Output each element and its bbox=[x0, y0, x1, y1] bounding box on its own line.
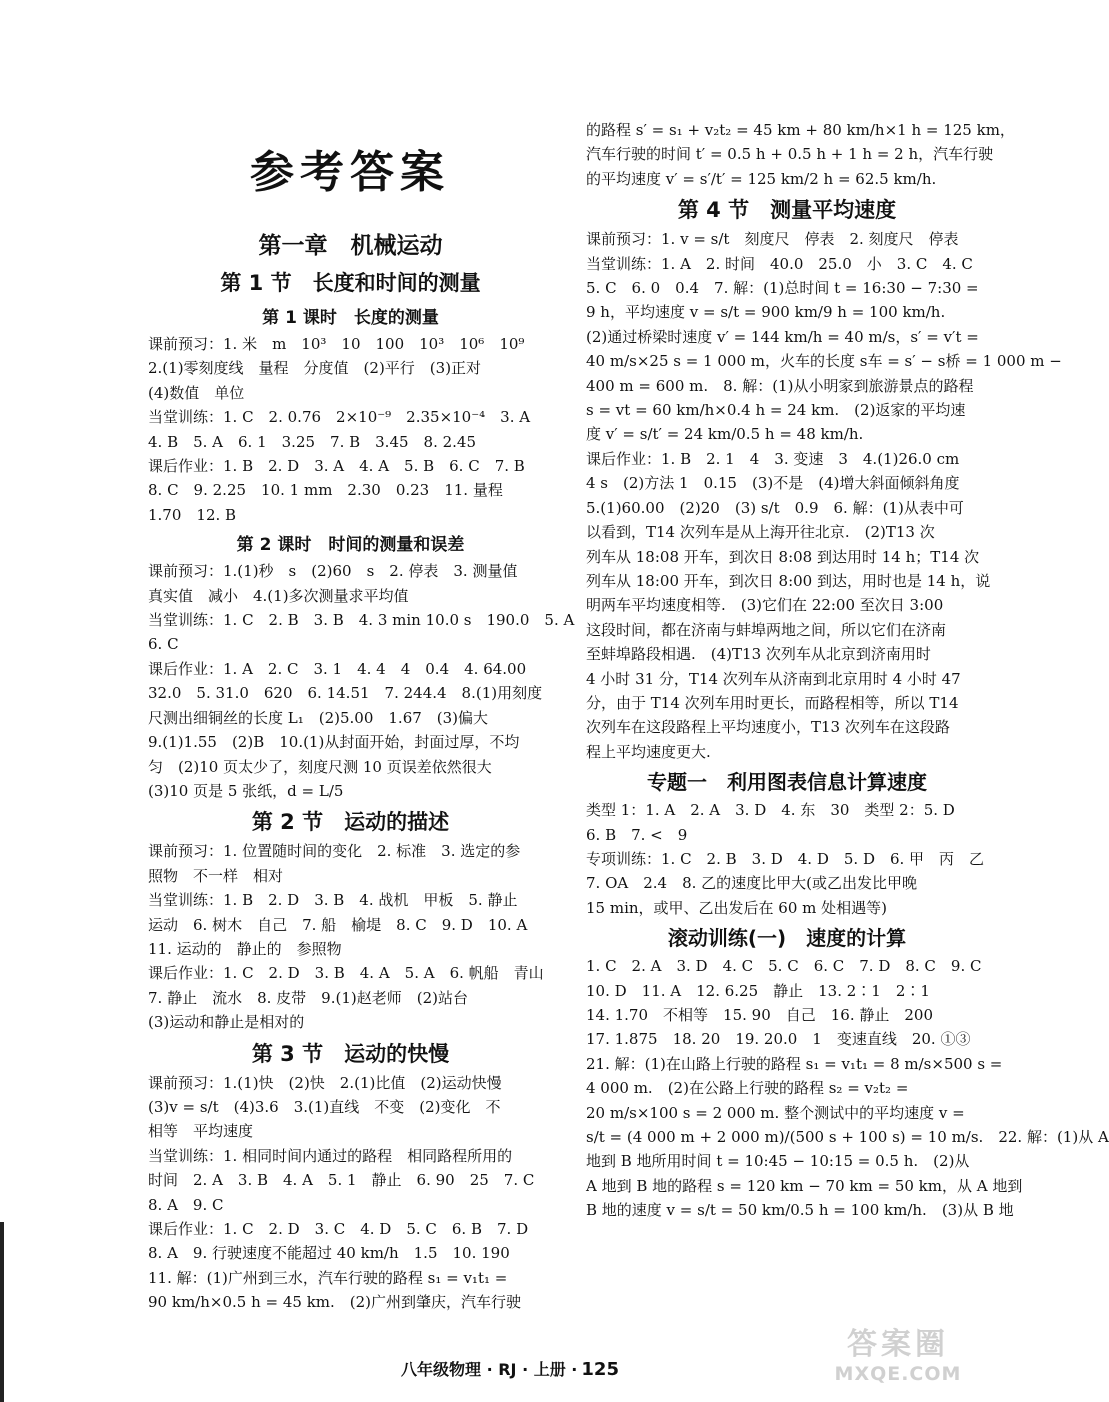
answer-line: 90 km/h×0.5 h = 45 km. (2)广州到肇庆，汽车行驶 bbox=[148, 1293, 522, 1312]
answer-line: 运动 6. 树木 自己 7. 船 榆堤 8. C 9. D 10. A bbox=[148, 915, 528, 934]
answer-line: 6. B 7. < 9 bbox=[586, 825, 688, 844]
lesson-heading: 第 1 课时 长度的测量 bbox=[262, 308, 439, 328]
watermark-url: MXQE.COM bbox=[834, 1363, 962, 1385]
answer-line: 2.(1)零刻度线 量程 分度值 (2)平行 (3)正对 bbox=[148, 359, 482, 378]
answer-line: 课前预习：1. v = s/t 刻度尺 停表 2. 刻度尺 停表 bbox=[586, 230, 959, 249]
answer-line: 21. 解：(1)在山路上行驶的路程 s₁ = v₁t₁ = 8 m/s×500 s = bbox=[586, 1054, 1003, 1073]
topic-heading: 滚动训练(一) 速度的计算 bbox=[667, 926, 907, 951]
answer-line: 17. 1.875 18. 20 19. 20.0 1 变速直线 20. ①③ bbox=[586, 1030, 971, 1049]
answer-line: 的路程 s′ = s₁ + v₂t₂ = 45 km + 80 km/h×1 h = 125 km， bbox=[586, 121, 1015, 139]
answer-line: 明两车平均速度相等. (3)它们在 22:00 至次日 3:00 bbox=[586, 596, 944, 615]
answer-line: 1. C 2. A 3. D 4. C 5. C 6. C 7. D 8. C 9. C bbox=[586, 957, 982, 976]
answer-line: 14. 1.70 不相等 15. 90 自己 16. 静止 200 bbox=[586, 1006, 933, 1024]
answer-line: 相等 平均速度 bbox=[148, 1122, 254, 1141]
answer-line: 当堂训练：1. 相同时间内通过的路程 相同路程所用的 bbox=[148, 1146, 513, 1165]
chapter-heading: 第一章 机械运动 bbox=[258, 233, 443, 259]
answer-line: (3)v = s/t (4)3.6 3.(1)直线 不变 (2)变化 不 bbox=[148, 1097, 501, 1116]
answer-line: 5. C 6. 0 0.4 7. 解：(1)总时间 t = 16:30 − 7:30 = bbox=[586, 279, 979, 298]
answer-line: 11. 运动的 静止的 参照物 bbox=[148, 939, 342, 958]
watermark-title: 答案圈 bbox=[847, 1327, 949, 1362]
answer-line: 1.70 12. B bbox=[148, 505, 237, 524]
answer-line: 8. A 9. C bbox=[148, 1195, 224, 1214]
answer-line: 9 h，平均速度 v = s/t = 900 km/9 h = 100 km/h. bbox=[586, 303, 946, 322]
answer-line: 专项训练：1. C 2. B 3. D 4. D 5. D 6. 甲 丙 乙 bbox=[586, 849, 985, 868]
page-title: 参考答案 bbox=[250, 147, 450, 198]
answer-line: 4. B 5. A 6. 1 3.25 7. B 3.45 8. 2.45 bbox=[148, 432, 477, 451]
answer-line: 匀 (2)10 页太少了，刻度尺测 10 页误差依然很大 bbox=[148, 757, 492, 776]
answer-line: 当堂训练：1. C 2. 0.76 2×10⁻⁹ 2.35×10⁻⁴ 3. A bbox=[148, 408, 531, 427]
answer-line: 400 m = 600 m. 8. 解：(1)从小明家到旅游景点的路程 bbox=[586, 376, 974, 395]
answer-line: 照物 不一样 相对 bbox=[148, 866, 284, 885]
answer-line: 8. A 9. 行驶速度不能超过 40 km/h 1.5 10. 190 bbox=[148, 1244, 510, 1263]
answer-line: 以看到，T14 次列车是从上海开往北京. (2)T13 次 bbox=[586, 523, 935, 542]
answer-line: s/t = (4 000 m + 2 000 m)/(500 s + 100 s) = 10 m/s. 22. 解：(1)从 A bbox=[586, 1128, 1109, 1147]
answer-line: 15 min，或甲、乙出发后在 60 m 处相遇等) bbox=[586, 898, 888, 917]
answer-line: 课前预习：1.(1)秒 s (2)60 s 2. 停表 3. 测量值 bbox=[148, 562, 518, 581]
answer-line: 40 m/s×25 s = 1 000 m，火车的长度 s车 = s′ − s桥 = 1 000 m − bbox=[586, 352, 1062, 371]
section-heading: 第 3 节 运动的快慢 bbox=[251, 1041, 450, 1066]
answer-line: 度 v′ = s/t′ = 24 km/0.5 h = 48 km/h. bbox=[586, 425, 864, 444]
answer-line: 4 000 m. (2)在公路上行驶的路程 s₂ = v₂t₂ = bbox=[586, 1079, 909, 1098]
section-heading: 第 2 节 运动的描述 bbox=[251, 810, 450, 835]
answer-line: 类型 1：1. A 2. A 3. D 4. 东 30 类型 2：5. D bbox=[586, 801, 955, 820]
answer-line: 课后作业：1. B 2. D 3. A 4. A 5. B 6. C 7. B bbox=[148, 457, 525, 476]
answer-line: 8. C 9. 2.25 10. 1 mm 2.30 0.23 11. 量程 bbox=[148, 481, 503, 500]
answer-line: 7. OA 2.4 8. 乙的速度比甲大(或乙出发比甲晚 bbox=[586, 874, 917, 893]
answer-line: (4)数值 单位 bbox=[148, 383, 245, 402]
answer-line: 20 m/s×100 s = 2 000 m. 整个测试中的平均速度 v = bbox=[586, 1103, 965, 1122]
answer-line: 9.(1)1.55 (2)B 10.(1)从封面开始，封面过厚，不均 bbox=[148, 733, 520, 752]
answer-line: 4 小时 31 分，T14 次列车从济南到北京用时 4 小时 47 bbox=[586, 669, 961, 688]
answer-line: s = vt = 60 km/h×0.4 h = 24 km. (2)返家的平均速 bbox=[586, 401, 966, 420]
answer-line: 7. 静止 流水 8. 皮带 9.(1)赵老师 (2)站台 bbox=[148, 988, 468, 1007]
answer-line: 真实值 减小 4.(1)多次测量求平均值 bbox=[148, 586, 409, 605]
answer-line: 的平均速度 v′ = s′/t′ = 125 km/2 h = 62.5 km/h. bbox=[586, 169, 937, 188]
answer-line: 汽车行驶的时间 t′ = 0.5 h + 0.5 h + 1 h = 2 h，汽车行驶 bbox=[586, 145, 994, 164]
answer-line: 分，由于 T14 次列车用时更长，而路程相等，所以 T14 bbox=[586, 693, 959, 712]
page-number: 125 bbox=[581, 1359, 619, 1380]
left-column bbox=[148, 226, 575, 1315]
answer-line: 课前预习：1. 位置随时间的变化 2. 标准 3. 选定的参 bbox=[148, 842, 521, 861]
answer-line: 11. 解：(1)广州到三水，汽车行驶的路程 s₁ = v₁t₁ = bbox=[148, 1268, 508, 1287]
lesson-heading: 第 2 课时 时间的测量和误差 bbox=[236, 535, 465, 556]
answer-line: 列车从 18:08 开车，到次日 8:08 到达用时 14 h；T14 次 bbox=[586, 547, 980, 566]
answer-line: 程上平均速度更大. bbox=[586, 742, 711, 761]
answer-line: 课后作业：1. A 2. C 3. 1 4. 4 4 0.4 4. 64.00 bbox=[148, 659, 527, 678]
answer-line: 5.(1)60.00 (2)20 (3) s/t 0.9 6. 解：(1)从表中可 bbox=[586, 498, 964, 517]
answer-line: 课后作业：1. B 2. 1 4 3. 变速 3 4.(1)26.0 cm bbox=[586, 449, 960, 468]
footer-text: 八年级物理 · RJ · 上册 · bbox=[401, 1360, 578, 1379]
answer-line: 次列车在这段路程上平均速度小，T13 次列车在这段路 bbox=[586, 718, 950, 737]
answer-line: 6. C bbox=[148, 635, 179, 654]
answer-line: 列车从 18:00 开车，到次日 8:00 到达，用时也是 14 h，说 bbox=[586, 571, 991, 590]
answer-line: 课前预习：1.(1)快 (2)快 2.(1)比值 (2)运动快慢 bbox=[148, 1073, 502, 1092]
answer-line: 尺测出细铜丝的长度 L₁ (2)5.00 1.67 (3)偏大 bbox=[148, 708, 489, 727]
watermark-logo bbox=[808, 1328, 988, 1394]
answer-line: 时间 2. A 3. B 4. A 5. 1 静止 6. 90 25 7. C bbox=[148, 1171, 535, 1190]
right-column bbox=[586, 118, 1109, 1223]
answer-line: 当堂训练：1. B 2. D 3. B 4. 战机 甲板 5. 静止 bbox=[148, 891, 518, 910]
answer-line: 32.0 5. 31.0 620 6. 14.51 7. 244.4 8.(1)用刻度 bbox=[148, 684, 543, 703]
answer-line: B 地的速度 v = s/t = 50 km/0.5 h = 100 km/h. (3)从 B 地 bbox=[586, 1201, 1014, 1220]
answer-line: A 地到 B 地的路程 s = 120 km − 70 km = 50 km，从 A 地到 bbox=[586, 1176, 1023, 1195]
answer-line: 这段时间，都在济南与蚌埠两地之间，所以它们在济南 bbox=[586, 620, 947, 639]
topic-heading: 专题一 利用图表信息计算速度 bbox=[647, 770, 927, 795]
answer-line: (3)10 页是 5 张纸，d = L/5 bbox=[148, 781, 344, 800]
answer-line: 地到 B 地所用时间 t = 10:45 − 10:15 = 0.5 h. (2)从 bbox=[586, 1152, 970, 1171]
answer-line: 当堂训练：1. A 2. 时间 40.0 25.0 小 3. C 4. C bbox=[586, 254, 973, 273]
answer-line: 课前预习：1. 米 m 10³ 10 100 10³ 10⁶ 10⁹ bbox=[148, 335, 525, 353]
answer-line: 课后作业：1. C 2. D 3. B 4. A 5. A 6. 帆船 青山 bbox=[148, 964, 544, 983]
answer-line: (2)通过桥梁时速度 v′ = 144 km/h = 40 m/s，s′ = v′t = bbox=[586, 327, 979, 346]
answer-line: 课后作业：1. C 2. D 3. C 4. D 5. C 6. B 7. D bbox=[148, 1220, 529, 1238]
answer-line: 当堂训练：1. C 2. B 3. B 4. 3 min 10.0 s 190.0 5. A bbox=[148, 611, 575, 630]
answer-line: 10. D 11. A 12. 6.25 静止 13. 2∶1 2∶1 bbox=[586, 981, 930, 1000]
answer-line: (3)运动和静止是相对的 bbox=[148, 1013, 305, 1032]
scan-edge-mark bbox=[0, 1222, 4, 1402]
section-heading: 第 4 节 测量平均速度 bbox=[677, 198, 897, 223]
answer-line: 至蚌埠路段相遇. (4)T13 次列车从北京到济南用时 bbox=[586, 645, 931, 664]
page-footer bbox=[380, 1357, 640, 1380]
section-heading: 第 1 节 长度和时间的测量 bbox=[220, 271, 481, 295]
answer-line: 4 s (2)方法 1 0.15 (3)不是 (4)增大斜面倾斜角度 bbox=[586, 474, 960, 493]
